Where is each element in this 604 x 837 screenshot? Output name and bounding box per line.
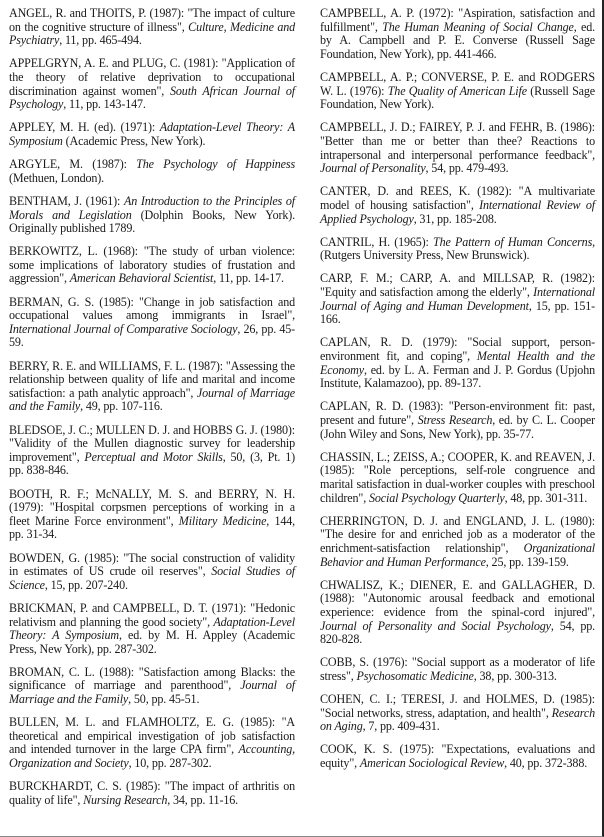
reference-details: , 54, pp. 820-828. [320,618,595,647]
reference-entry [320,693,595,734]
reference-entry [9,121,295,148]
reference-source: International Journal of Comparative Sociology [9,321,238,336]
reference-details: , 31, pp. 185-208. [413,211,497,226]
reference-authors: CHERRINGTON, D. J. and ENGLAND, J. L. (1980): "The desire for and enriched job as a moderator of the enrichment-satisfaction relationship", [320,513,595,555]
reference-authors: CAMPBELL, J. D.; FAIREY, P. J. and FEHR, B. (1986): "Better than me or better than thee? Reactions to intrapersonal and interpersonal performance feedback", [320,120,595,162]
reference-details: , 38, pp. 300-313. [473,668,557,683]
reference-details: , 25, pp. 139-159. [485,554,569,569]
reference-authors: BRICKMAN, P. and CAMPBELL, D. T. (1971): "Hedonic relativism and planning the good society", [9,600,295,629]
reference-entry [9,245,295,286]
reference-details: , 15, pp. 207-240. [44,577,128,592]
reference-authors: BENTHAM, J. (1961): [9,193,124,208]
reference-details: (Dolphin Books, New York). Originally published 1789. [9,207,295,236]
reference-details: , 48, pp. 301-311. [504,490,588,505]
reference-authors: COHEN, C. I.; TERESI, J. and HOLMES, D. (1985): "Social networks, stress, adaptation, and health", [320,692,595,720]
reference-authors: COOK, K. S. (1975): "Expectations, evaluations and equity", [320,742,595,771]
reference-authors: CANTRIL, H. (1965): [320,234,434,249]
reference-authors: COBB, S. (1976): "Social support as a moderator of life stress", [320,655,595,683]
reference-source: Culture, Medicine and Psychiatry [9,19,296,48]
reference-details: (Methuen, London). [9,170,105,185]
reference-source: International Review of Applied Psychology [320,197,596,226]
reference-entry [320,515,595,569]
reference-authors: ARGYLE, M. (1987): [9,157,137,172]
reference-authors: BLEDSOE, J. C.; MULLEN D. J. and HOBBS G. J. (1980): "Validity of the Mullen diagnostic survey for leadership improvement", [9,422,295,464]
reference-source: International Journal of Aging and Human Development [320,285,595,313]
reference-entry [9,602,295,656]
reference-details: , 54, pp. 479-493. [425,161,509,176]
reference-source: Organizational Behavior and Human Performance [320,540,595,569]
reference-entry [9,158,295,185]
reference-column-right [320,7,595,780]
reference-source: Accounting, Organization and Society [9,742,295,771]
reference-entry [320,236,595,263]
reference-authors: APPELGRYN, A. E. and PLUG, C. (1981): "Application of the theory of relative deprivation to occupational discrimination against women", [9,56,295,98]
reference-entry [9,716,295,770]
reference-entry [9,424,295,478]
reference-source: Perceptual and Motor Skills [84,449,223,464]
reference-authors: BERRY, R. E. and WILLIAMS, F. L. (1987): "Assessing the relationship between quality of life and marital and income satisfaction: a path analytic approach", [9,358,295,400]
reference-source: Journal of Marriage and the Family [9,678,295,707]
reference-authors: BOWDEN, G. (1985): "The social construction of validity in estimates of US crude oil reserves", [9,550,295,579]
reference-entry [320,656,595,683]
reference-authors: CAMPBELL, A. P. (1972): "Aspiration, satisfaction and fulfillment", [320,6,595,34]
reference-entry [9,552,295,593]
reference-details: , 11, pp. 143-147. [63,97,146,112]
reference-details: , ed. by A. Campbell and P. E. Converse (Russell Sage Foundation, New York), pp. 441-466. [320,19,595,61]
reference-entry [9,780,295,807]
reference-entry [9,488,295,542]
reference-authors: BERMAN, G. S. (1985): "Change in job satisfaction and occupational values among immigrants in Israel", [9,294,295,323]
reference-details: , ed. by M. H. Appley (Academic Press, New York), pp. 287-302. [9,628,296,656]
reference-source: Military Medicine [178,513,267,528]
reference-entry [320,121,595,175]
reference-entry [9,57,295,111]
reference-entry [320,71,595,112]
reference-details: , 11, pp. 14-17. [213,271,284,286]
reference-authors: BROMAN, C. L. (1988): "Satisfaction among Blacks: the significance of marriage and parenthood", [9,664,295,693]
reference-source: Stress Research [417,413,493,427]
reference-entry [320,451,595,505]
reference-source: The Pattern of Human Concerns [433,234,593,249]
reference-details: , 34, pp. 11-16. [167,792,238,807]
reference-entry [320,400,595,441]
reference-details: , ed. by L. A. Ferman and J. P. Gordus (Upjohn Institute, Kalamazoo), pp. 89-137. [320,362,595,391]
reference-authors: CANTER, D. and REES, K. (1982): "A multivariate model of housing satisfaction", [320,184,595,212]
reference-authors: BULLEN, M. L. and FLAMHOLTZ, E. G. (1985): "A theoretical and empirical investigation of job satisfaction and intended turnover in the large CPA firm", [9,715,295,757]
reference-details: , 15, pp. 151-166. [320,298,595,327]
reference-details: , 144, pp. 31-34. [9,513,296,542]
reference-source: Research on Aging [320,705,595,734]
reference-authors: CHWALISZ, K.; DIENER, E. and GALLAGHER, D. (1988): "Autonomic arousal feedback and emotional experience: evidence from the spinal-cord injured", [320,577,595,619]
reference-details: , 7, pp. 409-431. [362,719,440,734]
reference-authors: BOOTH, R. F.; McNALLY, M. S. and BERRY, N. H. (1979): "Hospital corpsmen perceptions of working in a fleet Marine Force environment", [9,486,295,528]
reference-authors: ANGEL, R. and THOITS, P. (1987): "The impact of culture on the cognitive structure of illness", [9,6,295,34]
reference-entry [320,743,595,770]
reference-entry [320,579,595,647]
reference-authors: CHASSIN, L.; ZEISS, A.; COOPER, K. and REAVEN, J. (1985): "Role perceptions, self-role congruence and marital satisfaction in dual-worker couples with preschool children", [320,449,595,505]
reference-details: , ed. by C. L. Cooper (John Wiley and Sons, New York), pp. 35-77. [320,413,595,441]
reference-details: (Russell Sage Foundation, New York). [320,83,595,112]
reference-authors: BERKOWITZ, L. (1968): "The study of urban violence: some implications of laboratory studies of frustation and aggression", [9,244,295,286]
reference-details: , 50, pp. 45-51. [128,692,200,707]
reference-entry [9,7,295,48]
reference-source: Adaptation-Level Theory: A Symposium [9,120,295,148]
reference-source: Journal of Personality and Social Psychology [320,618,551,633]
reference-authors: BURCKHARDT, C. S. (1985): "The impact of arthritis on quality of life", [9,779,295,807]
reference-details: , 49, pp. 107-116. [80,399,163,414]
reference-source: Mental Health and the Economy [320,349,595,377]
reference-entry [320,7,595,61]
reference-authors: CAPLAN, R. D. (1983): "Person-environment fit: past, present and future", [320,399,595,427]
reference-details: , 26, pp. 45-59. [9,321,296,350]
reference-entry [320,272,595,326]
reference-source: The Psychology of Happiness [136,157,296,172]
reference-authors: CAMPBELL, A. P.; CONVERSE, P. E. and RODGERS W. L. (1976): [320,69,595,98]
reference-source: Social Psychology Quarterly [368,490,505,505]
reference-source: Psychosomatic Medicine [356,668,474,683]
reference-source: American Behavioral Scientist [69,271,214,286]
reference-source: The Human Meaning of Social Change [382,19,574,34]
reference-source: The Quality of American Life [387,83,527,98]
reference-source: Social Studies of Science [9,564,295,592]
reference-entry [9,296,295,350]
reference-entry [9,195,295,236]
reference-source: South African Journal of Psychology [9,83,295,112]
reference-details: , 10, pp. 287-302. [128,756,212,771]
reference-details: , 11, pp. 465-494. [59,33,142,48]
reference-entry [320,185,595,226]
reference-column-left [9,7,295,817]
reference-details: , (Rutgers University Press, New Brunswick). [320,234,595,263]
reference-details: (Academic Press, New York). [62,133,206,148]
reference-source: Nursing Research [83,792,168,807]
reference-entry [9,360,295,414]
reference-source: Adaptation-Level Theory: A Symposium [9,614,295,643]
reference-source: An Introduction to the Principles of Morals and Legislation [9,193,295,222]
reference-authors: CAPLAN, R. D. (1979): "Social support, person-environment fit, and coping", [320,335,595,364]
reference-authors: CARP, F. M.; CARP, A. and MILLSAP, R. (1982): "Equity and satisfaction among the elderly", [320,271,595,300]
reference-authors: APPLEY, M. H. (ed). (1971): [9,120,160,135]
reference-details: , 40, pp. 372-388. [504,756,588,771]
reference-source: Journal of Personality [320,161,426,176]
reference-source: Journal of Marriage and the Family [9,385,295,414]
reference-entry [320,336,595,390]
reference-details: , 50, (3, Pt. 1) pp. 838-846. [9,449,295,478]
reference-source: American Sociological Review [359,756,505,771]
reference-entry [9,666,295,707]
